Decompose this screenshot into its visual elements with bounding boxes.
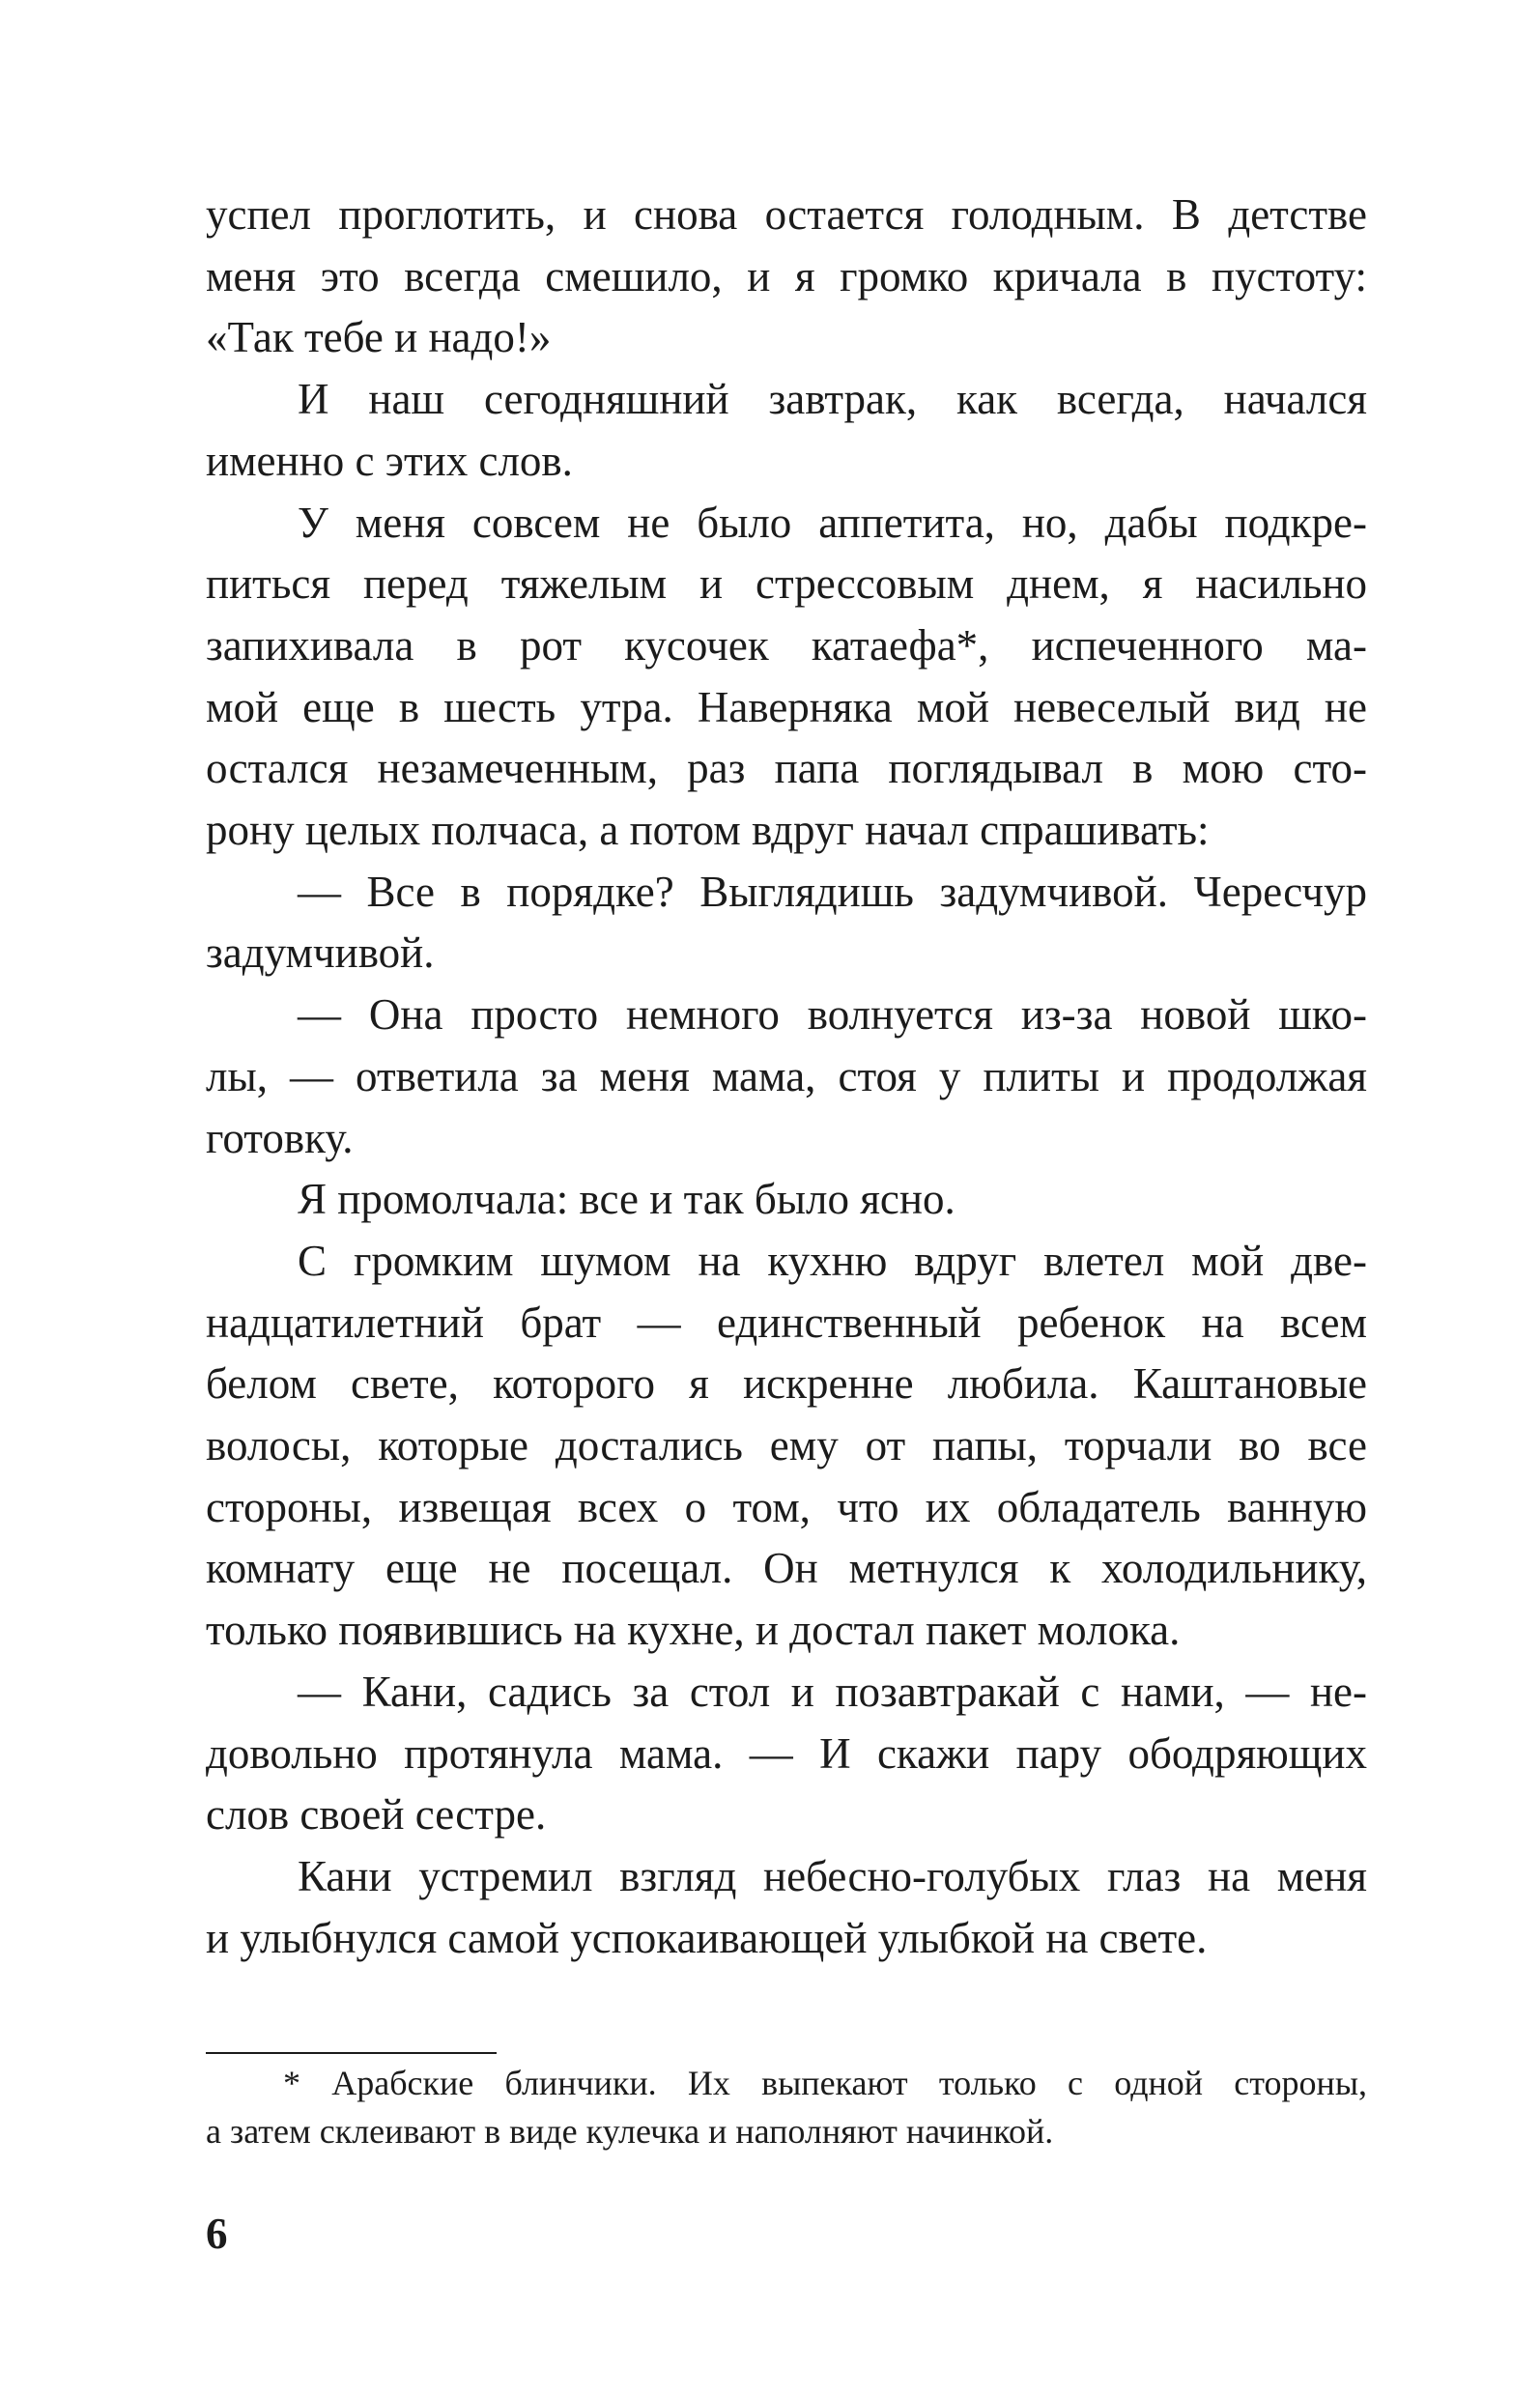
paragraph (206, 185, 1367, 369)
text-line: питься перед тяжелым и стрессовым днем, я насильно (206, 559, 1367, 609)
text-line: — Все в порядке? Выглядишь задумчивой. Чересчур (298, 867, 1367, 916)
paragraph (206, 862, 1367, 984)
text-line: готовку. (206, 1113, 354, 1162)
text-line: и улыбнулся самой успокаивающей улыбкой на свете. (206, 1913, 1208, 1962)
paragraph (206, 493, 1367, 862)
text-line: именно с этих слов. (206, 436, 573, 485)
paragraph (206, 984, 1367, 1169)
page-number: 6 (206, 2210, 228, 2258)
text-line: рону целых полчаса, а потом вдруг начал спрашивать: (206, 806, 1210, 855)
text-line: У меня совсем не было аппетита, но, дабы подкре- (298, 498, 1367, 547)
text-line: запихивала в рот кусочек катаефа*, испеченного ма- (206, 620, 1367, 670)
text-line: «Так тебе и надо!» (206, 313, 552, 362)
footnote-line: * Арабские блинчики. Их выпекают только с одной стороны, (283, 2064, 1367, 2102)
text-line: волосы, которые достались ему от папы, торчали во все (206, 1421, 1367, 1470)
footnote (206, 2059, 1367, 2155)
text-line: С громким шумом на кухню вдруг влетел мой две- (298, 1236, 1367, 1285)
text-line: меня это всегда смешило, и я громко кричала в пустоту: (206, 251, 1367, 300)
text-line: мой еще в шесть утра. Наверняка мой невеселый вид не (206, 682, 1367, 731)
paragraph (206, 369, 1367, 492)
text-line: слов своей сестре. (206, 1790, 547, 1840)
footnote-line: а затем склеивают в виде кулечка и наполняют начинкой. (206, 2112, 1054, 2151)
text-line: довольно протянула мама. — И скажи пару ободряющих (206, 1728, 1367, 1778)
text-line: — Кани, садись за стол и позавтракай с нами, — не- (298, 1667, 1367, 1716)
footnote-separator (206, 2052, 497, 2054)
text-line: только появившись на кухне, и достал пакет молока. (206, 1606, 1181, 1655)
text-line: И наш сегодняшний завтрак, как всегда, начался (298, 375, 1367, 424)
text-line: — Она просто немного волнуется из-за новой шко- (298, 990, 1367, 1040)
text-line: задумчивой. (206, 928, 435, 978)
paragraph (206, 1231, 1367, 1662)
text-line: лы, — ответила за меня мама, стоя у плиты и продолжая (206, 1051, 1367, 1100)
paragraph (206, 1662, 1367, 1846)
text-line: стороны, извещая всех о том, что их обладатель ванную (206, 1482, 1367, 1531)
text-line: Я промолчала: все и так было ясно. (298, 1175, 955, 1224)
paragraph (206, 1846, 1367, 1969)
text-line: комнату еще не посещал. Он метнулся к холодильнику, (206, 1544, 1367, 1593)
paragraph (206, 1169, 1367, 1231)
text-line: успел проглотить, и снова остается голодным. В детстве (206, 190, 1367, 239)
text-block (206, 185, 1367, 1969)
text-line: надцатилетний брат — единственный ребенок на всем (206, 1298, 1367, 1347)
text-line: белом свете, которого я искренне любила. Каштановые (206, 1359, 1367, 1409)
text-line: остался незамеченным, раз папа поглядывал в мою сто- (206, 744, 1367, 793)
text-line: Кани устремил взгляд небесно-голубых глаз на меня (298, 1851, 1367, 1900)
